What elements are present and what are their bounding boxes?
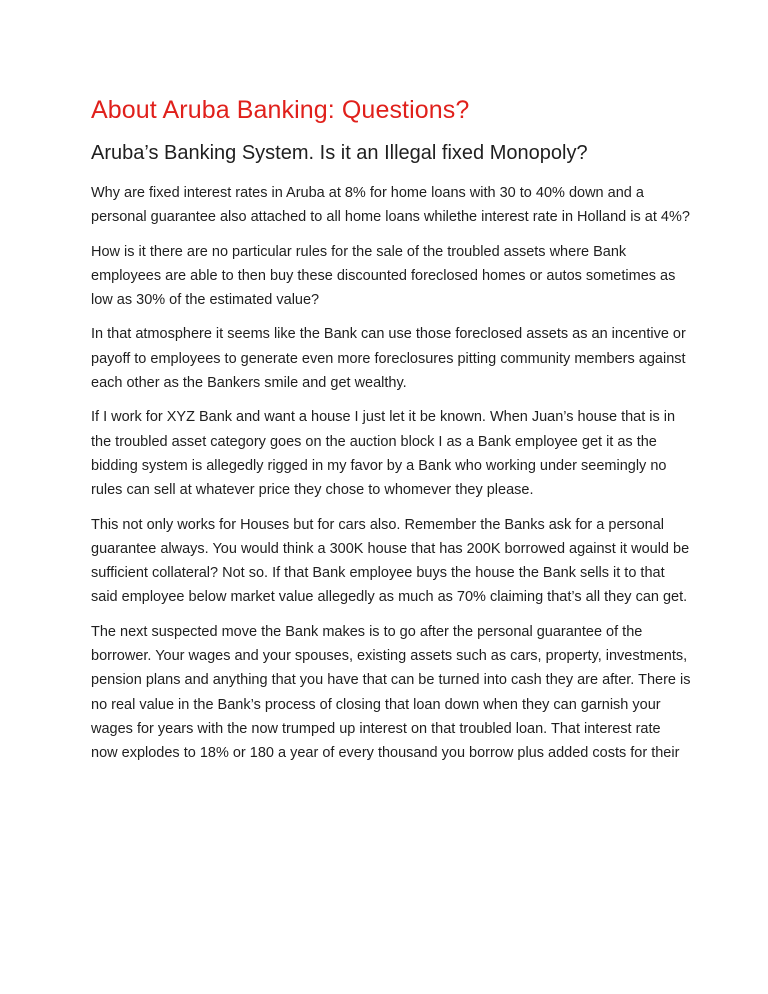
- paragraph-troubled-assets: How is it there are no particular rules for the sale of the troubled assets where Bank employees are able to then buy these discounted foreclosed homes or autos sometimes as low as 30% of the estimated value?: [91, 243, 676, 309]
- page-title: About Aruba Banking: Questions?: [91, 96, 470, 124]
- paragraph-cars: This not only works for Houses but for cars also. Remember the Banks ask for a personal guarantee always. You would think a 300K house that has 200K borrowed against it would be sufficient collateral? Not so. If that Bank employee buys the house the Bank sells it to that said employee below market value allegedly as much as 70% claiming that’s all they can get.: [91, 516, 690, 606]
- paragraph-personal-guarantee: The next suspected move the Bank makes is to go after the personal guarantee of the borrower. Your wages and your spouses, existing assets such as cars, property, investments, pension plans and anything that you have that can be turned into cash they are after. There is no real value in the Bank’s process of closing that loan down when they can garnish your wages for years with the now trumped up interest on that troubled loan. That interest rate now explodes to 18% or 180 a year of every thousand you borrow plus added costs for their: [91, 623, 691, 762]
- document-body: [91, 93, 691, 766]
- page-subtitle: Aruba’s Banking System. Is it an Illegal fixed Monopoly?: [91, 142, 588, 164]
- paragraph-fixed-rates: Why are fixed interest rates in Aruba at 8% for home loans with 30 to 40% down and a personal guarantee also attached to all home loans whilethe interest rate in Holland is at 4%?: [91, 185, 690, 226]
- paragraph-xyz-bank: If I work for XYZ Bank and want a house I just let it be known. When Juan’s house that is in the troubled asset category goes on the auction block I as a Bank employee get it as the bidding system is allegedly rigged in my favor by a Bank who working under seemingly no rules can sell at whatever price they chose to whomever they please.: [91, 409, 676, 499]
- paragraph-incentive: In that atmosphere it seems like the Bank can use those foreclosed assets as an incentive or payoff to employees to generate even more foreclosures pitting community members against each other as the Bankers smile and get wealthy.: [91, 326, 686, 392]
